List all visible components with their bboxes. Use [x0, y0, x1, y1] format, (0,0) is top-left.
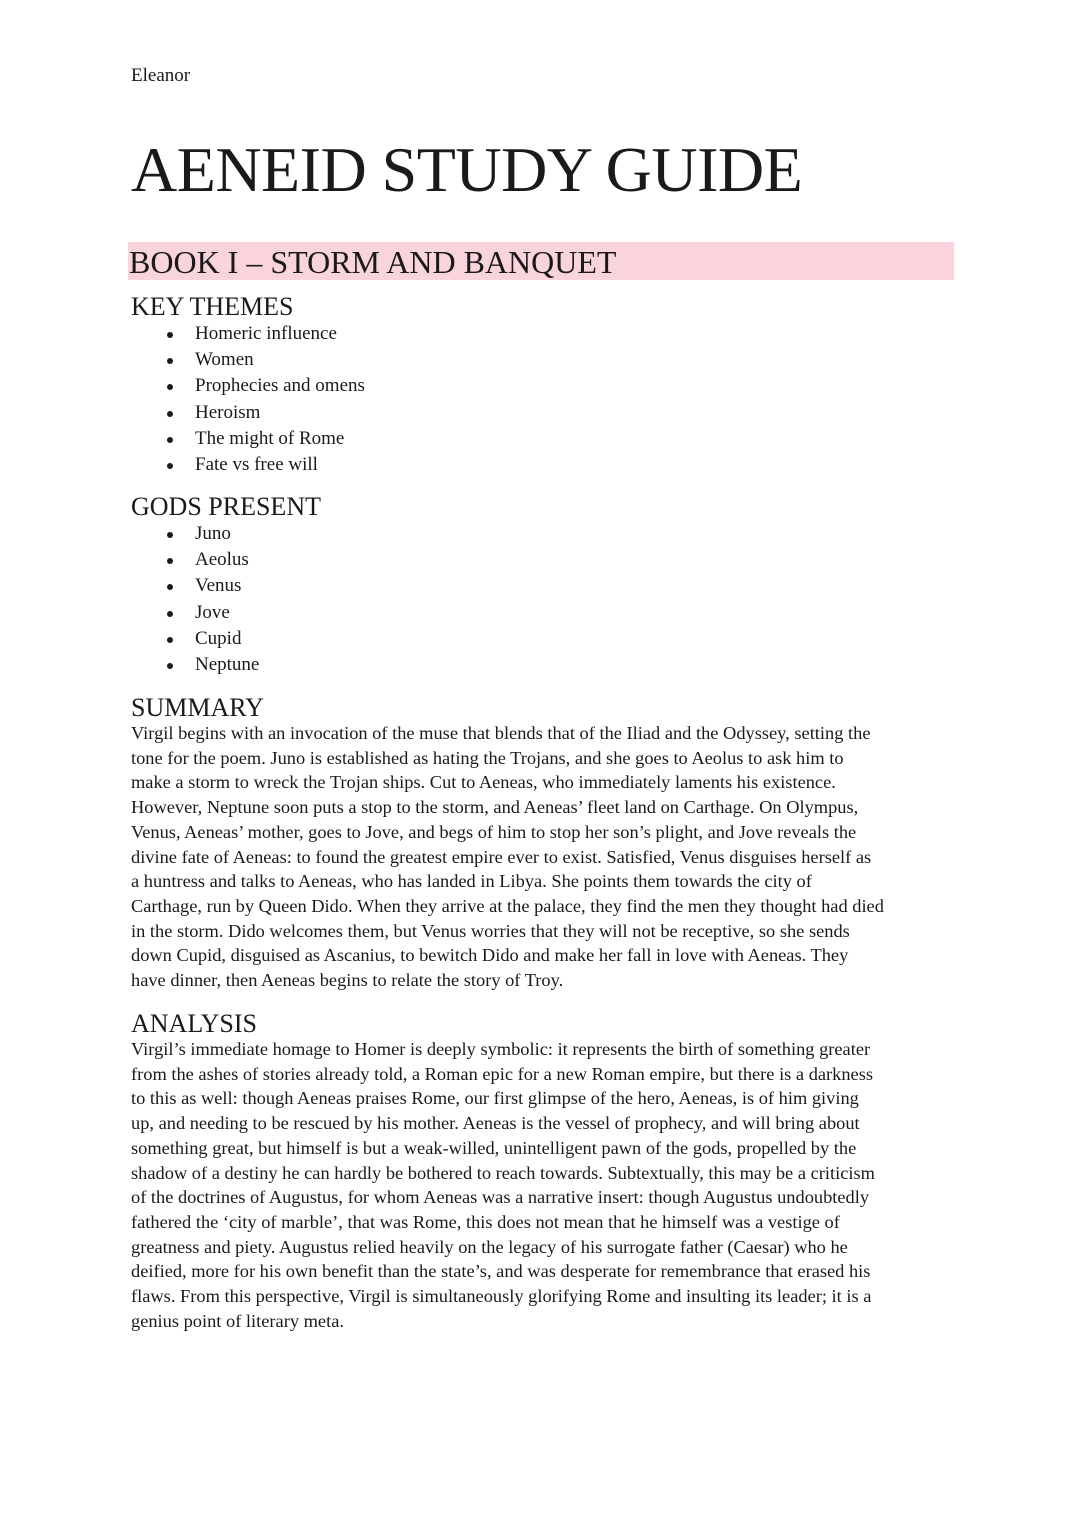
- text-line: in the storm. Dido welcomes them, but Venus worries that they will not be receptive, so she sends: [131, 920, 850, 941]
- key-themes-list: [131, 321, 365, 478]
- bullet-icon: [167, 663, 173, 669]
- bullet-icon: [167, 532, 173, 538]
- text-line: to this as well: though Aeneas praises Rome, our first glimpse of the hero, Aeneas, is of him giving: [131, 1088, 859, 1109]
- text-line: flaws. From this perspective, Virgil is simultaneously glorifying Rome and insulting its leader; it is a: [131, 1286, 872, 1307]
- list-item: Neptune: [131, 652, 259, 678]
- bullet-icon: [167, 384, 173, 390]
- list-item: Prophecies and omens: [131, 373, 365, 399]
- text-line: Venus, Aeneas’ mother, goes to Jove, and begs of him to stop her son’s plight, and Jove reveals the: [131, 821, 857, 842]
- text-line: a huntress and talks to Aeneas, who has landed in Libya. She points them towards the city of: [131, 871, 812, 892]
- document-title: AENEID STUDY GUIDE: [131, 134, 803, 205]
- text-line: tone for the poem. Juno is established as hating the Trojans, and she goes to Aeolus to ask him to: [131, 747, 844, 768]
- list-item: Aeolus: [131, 547, 259, 573]
- text-line: However, Neptune soon puts a stop to the storm, and Aeneas’ fleet land on Carthage. On Olympus,: [131, 797, 859, 818]
- text-line: up, and needing to be rescued by his mother. Aeneas is the vessel of prophecy, and will bring about: [131, 1113, 860, 1134]
- text-line: divine fate of Aeneas: to found the greatest empire ever to exist. Satisfied, Venus disguises herself as: [131, 846, 872, 867]
- bullet-icon: [167, 411, 173, 417]
- text-line: down Cupid, disguised as Ascanius, to bewitch Dido and make her fall in love with Aeneas. They: [131, 945, 849, 966]
- bullet-icon: [167, 332, 173, 338]
- bullet-icon: [167, 463, 173, 469]
- bullet-icon: [167, 637, 173, 643]
- list-item: Venus: [131, 573, 259, 599]
- bullet-icon: [167, 584, 173, 590]
- text-line: from the ashes of stories already told, a Roman epic for a new Roman empire, but there is a darkness: [131, 1063, 874, 1084]
- text-line: make a storm to wreck the Trojan ships. Cut to Aeneas, who immediately laments his existence.: [131, 772, 836, 793]
- list-item: Homeric influence: [131, 321, 365, 347]
- text-line: have dinner, then Aeneas begins to relate the story of Troy.: [131, 970, 564, 991]
- text-line: deified, more for his own benefit than the state’s, and was desperate for remembrance that erased his: [131, 1261, 871, 1282]
- author-name: Eleanor: [131, 65, 191, 86]
- text-line: shadow of a destiny he can hardly be bothered to reach towards. Subtextually, this may be a criticism: [131, 1162, 875, 1183]
- text-line: of the doctrines of Augustus, for whom Aeneas was a narrative insert: though Augustus undoubtedly: [131, 1187, 870, 1208]
- summary-paragraph: [131, 721, 953, 993]
- analysis-heading: ANALYSIS: [131, 1009, 257, 1038]
- list-item: The might of Rome: [131, 426, 365, 452]
- analysis-paragraph: [131, 1037, 953, 1333]
- text-line: Virgil begins with an invocation of the muse that blends that of the Iliad and the Odyssey, setting the: [131, 723, 871, 743]
- book-heading: BOOK I – STORM AND BANQUET: [128, 242, 954, 280]
- bullet-icon: [167, 358, 173, 364]
- list-item: Juno: [131, 521, 259, 547]
- text-line: greatness and piety. Augustus relied heavily on the legacy of his surrogate father (Caesar) who he: [131, 1236, 848, 1257]
- text-line: fathered the ‘city of marble’, that was Rome, this does not mean that he himself was a vestige of: [131, 1211, 840, 1232]
- text-line: Carthage, run by Queen Dido. When they arrive at the palace, they find the men they thought had died: [131, 895, 884, 916]
- list-item: Cupid: [131, 626, 259, 652]
- text-line: Virgil’s immediate homage to Homer is deeply symbolic: it represents the birth of something greater: [131, 1039, 871, 1059]
- gods-present-list: [131, 521, 259, 678]
- text-line: genius point of literary meta.: [131, 1310, 344, 1331]
- summary-heading: SUMMARY: [131, 693, 264, 722]
- list-item: Fate vs free will: [131, 452, 365, 478]
- list-item: Heroism: [131, 400, 365, 426]
- key-themes-heading: KEY THEMES: [131, 292, 294, 321]
- list-item: Jove: [131, 600, 259, 626]
- bullet-icon: [167, 611, 173, 617]
- text-line: something great, but himself is but a weak-willed, unintelligent pawn of the gods, propelled by the: [131, 1137, 857, 1158]
- bullet-icon: [167, 437, 173, 443]
- bullet-icon: [167, 558, 173, 564]
- list-item: Women: [131, 347, 365, 373]
- gods-present-heading: GODS PRESENT: [131, 492, 321, 521]
